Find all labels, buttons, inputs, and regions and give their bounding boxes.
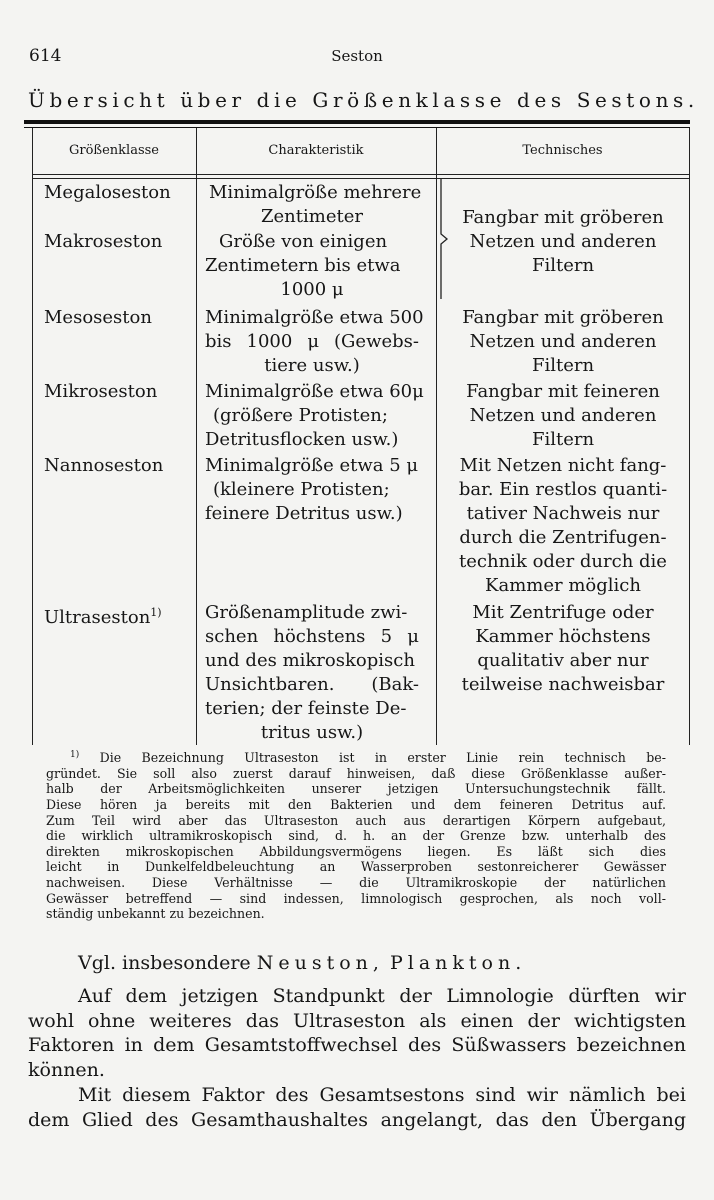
cell-charakteristik-nannoseston	[205, 454, 419, 526]
text-line: feinere Detritus usw.)	[205, 503, 403, 524]
footnote-marker: 1)	[70, 750, 80, 760]
paragraph	[28, 1083, 686, 1132]
text-line: (größere Protisten;	[213, 405, 388, 426]
cell-klasse-makroseston: Makroseston	[44, 231, 163, 252]
text-line: Netzen und anderen	[469, 331, 657, 352]
footnote-line: ständig unbekannt zu bezeichnen.	[46, 906, 265, 922]
paragraph-line: Auf dem jetzigen Standpunkt der Limnologie dürften wir	[78, 985, 686, 1007]
cell-technisches-megalo-makro	[452, 206, 674, 278]
text-line: Netzen und anderen	[469, 231, 657, 252]
text-line: Minimalgröße etwa 60μ	[205, 381, 424, 402]
text-line: Filtern	[531, 255, 595, 276]
cell-charakteristik-ultraseston	[205, 601, 419, 745]
text-line: tativer Nachweis nur	[466, 503, 660, 524]
text-line: Kammer höchstens	[475, 626, 651, 647]
text-line: bar. Ein restlos quanti-	[458, 479, 668, 500]
footnote-line	[46, 748, 666, 766]
size-class-table	[24, 128, 690, 745]
text-line: 1000 μ	[280, 279, 344, 300]
footnote-line: Diese hören ja bereits mit den Bakterien und dem feineren Detritus auf.	[46, 796, 666, 812]
cell-charakteristik-megaloseston	[205, 181, 422, 229]
text-line: Unsichtbaren. (Bak-	[205, 674, 419, 695]
column-divider-1	[196, 128, 197, 745]
cell-technisches-mesoseston	[452, 306, 674, 378]
footnote-line: direkten mikroskopischen Abbildungsvermögens liegen. Es läßt sich dies	[46, 843, 666, 859]
footnote-line: gründet. Sie soll also zuerst darauf hinweisen, daß diese Größenklasse außer-	[46, 765, 666, 781]
text-line: Zentimeter	[261, 206, 363, 227]
text-line: Fangbar mit feineren	[466, 381, 660, 402]
title-rule-thick	[24, 120, 690, 124]
text-line: Netzen und anderen	[469, 405, 657, 426]
paragraph-line: Mit diesem Faktor des Gesamtsestons sind wir nämlich bei	[78, 1084, 686, 1106]
text-line: Minimalgröße mehrere	[209, 182, 422, 203]
column-header-charakteristik: Charakteristik	[268, 143, 364, 158]
paragraph-line: Faktoren in dem Gesamtstoffwechsel des Süßwassers bezeichnen	[28, 1034, 686, 1057]
cell-klasse-nannoseston: Nannoseston	[44, 455, 164, 476]
page-number: 614	[29, 46, 62, 66]
text-line: (kleinere Protisten;	[213, 479, 390, 500]
cell-technisches-nannoseston	[452, 454, 674, 598]
footnote-reference: 1)	[150, 606, 162, 619]
footnote-line: nachweisen. Diese Verhältnisse — die Ultramikroskopie der natürlichen	[46, 874, 666, 890]
paragraph	[28, 984, 686, 1083]
class-name: Ultraseston	[44, 607, 151, 628]
footnote	[46, 748, 666, 922]
cell-klasse-megaloseston: Megaloseston	[44, 182, 171, 203]
cell-charakteristik-makroseston	[205, 230, 419, 302]
text-line: bis 1000 μ (Gewebs-	[205, 331, 419, 352]
cell-klasse-mikroseston: Mikroseston	[44, 381, 158, 402]
column-header-technisches: Technisches	[522, 143, 603, 158]
footnote-line: Gewässer betreffend — sind indessen, limnologisch gesprochen, als noch voll-	[46, 890, 666, 906]
text-line: Minimalgröße etwa 500	[205, 307, 424, 328]
text-line: schen höchstens 5 μ	[205, 626, 419, 647]
text-line: qualitativ aber nur	[477, 650, 649, 671]
text-line: Mit Netzen nicht fang-	[459, 455, 667, 476]
running-head: Seston	[331, 47, 383, 65]
cell-technisches-ultraseston	[452, 601, 674, 697]
footnote-line: die wirklich ultramikroskopisch sind, d. h. an der Grenze bzw. unterhalb des	[46, 828, 666, 844]
footnote-line: Zum Teil wird aber das Ultraseston auch aus derartigen Körpern aufgebaut,	[46, 812, 666, 828]
paragraph-line: wohl ohne weiteres das Ultraseston als einen der wichtigsten	[28, 1009, 686, 1032]
cross-reference-plankton: Plankton.	[389, 952, 527, 974]
text-line: Fangbar mit gröberen	[462, 307, 664, 328]
text-line: Kammer möglich	[485, 575, 641, 596]
text-line: Zentimetern bis etwa	[205, 255, 401, 276]
text-line: tritus usw.)	[260, 722, 364, 743]
text-line: durch die Zentrifugen-	[459, 527, 667, 548]
text-line: Größe von einigen	[219, 231, 388, 252]
text-line: Mit Zentrifuge oder	[472, 602, 654, 623]
column-divider-2	[436, 128, 437, 745]
text-line: Detritusflocken usw.)	[205, 429, 399, 450]
text-line: und des mikroskopisch	[205, 650, 415, 671]
cell-klasse-mesoseston: Mesoseston	[44, 307, 152, 328]
text-line: Filtern	[531, 355, 595, 376]
footnote-text: Die Bezeichnung Ultraseston ist in erster Linie rein technisch be-	[99, 750, 666, 766]
column-header-groessenklasse: Größenklasse	[69, 143, 159, 158]
grouping-brace	[439, 178, 449, 300]
paragraph-line: dem Glied des Gesamthaushaltes angelangt, das den Übergang	[28, 1108, 686, 1131]
cross-reference-prefix: Vgl. insbesondere	[78, 952, 251, 974]
footnote-line: halb der Arbeitsmöglichkeiten unserer jetzigen Untersuchungstechnik fällt.	[46, 781, 666, 797]
table-right-border	[689, 128, 690, 745]
text-line: terien; der feinste De-	[205, 698, 407, 719]
cross-reference	[78, 952, 526, 974]
text-line: tiere usw.)	[264, 355, 360, 376]
text-line: Minimalgröße etwa 5 μ	[205, 455, 419, 476]
table-left-border	[32, 128, 33, 745]
text-line: Filtern	[531, 429, 595, 450]
table-title: Übersicht über die Größenklasse des Sestons.	[28, 88, 699, 112]
cell-charakteristik-mikroseston	[205, 380, 424, 452]
text-line: teilweise nachweisbar	[461, 674, 665, 695]
text-line: Fangbar mit gröberen	[462, 207, 664, 228]
cell-charakteristik-mesoseston	[205, 306, 424, 378]
text-line: Größenamplitude zwi-	[205, 602, 408, 623]
cross-reference-neuston: Neuston,	[256, 952, 384, 974]
paragraph-line: können.	[28, 1059, 105, 1082]
cell-technisches-mikroseston	[452, 380, 674, 452]
header-rule	[32, 174, 690, 175]
header-rule-double	[32, 178, 690, 179]
text-line: technik oder durch die	[459, 551, 667, 572]
cell-klasse-ultraseston	[44, 601, 162, 630]
footnote-line: leicht in Dunkelfeldbeleuchtung an Wasserproben sestonreicherer Gewässer	[46, 859, 666, 875]
